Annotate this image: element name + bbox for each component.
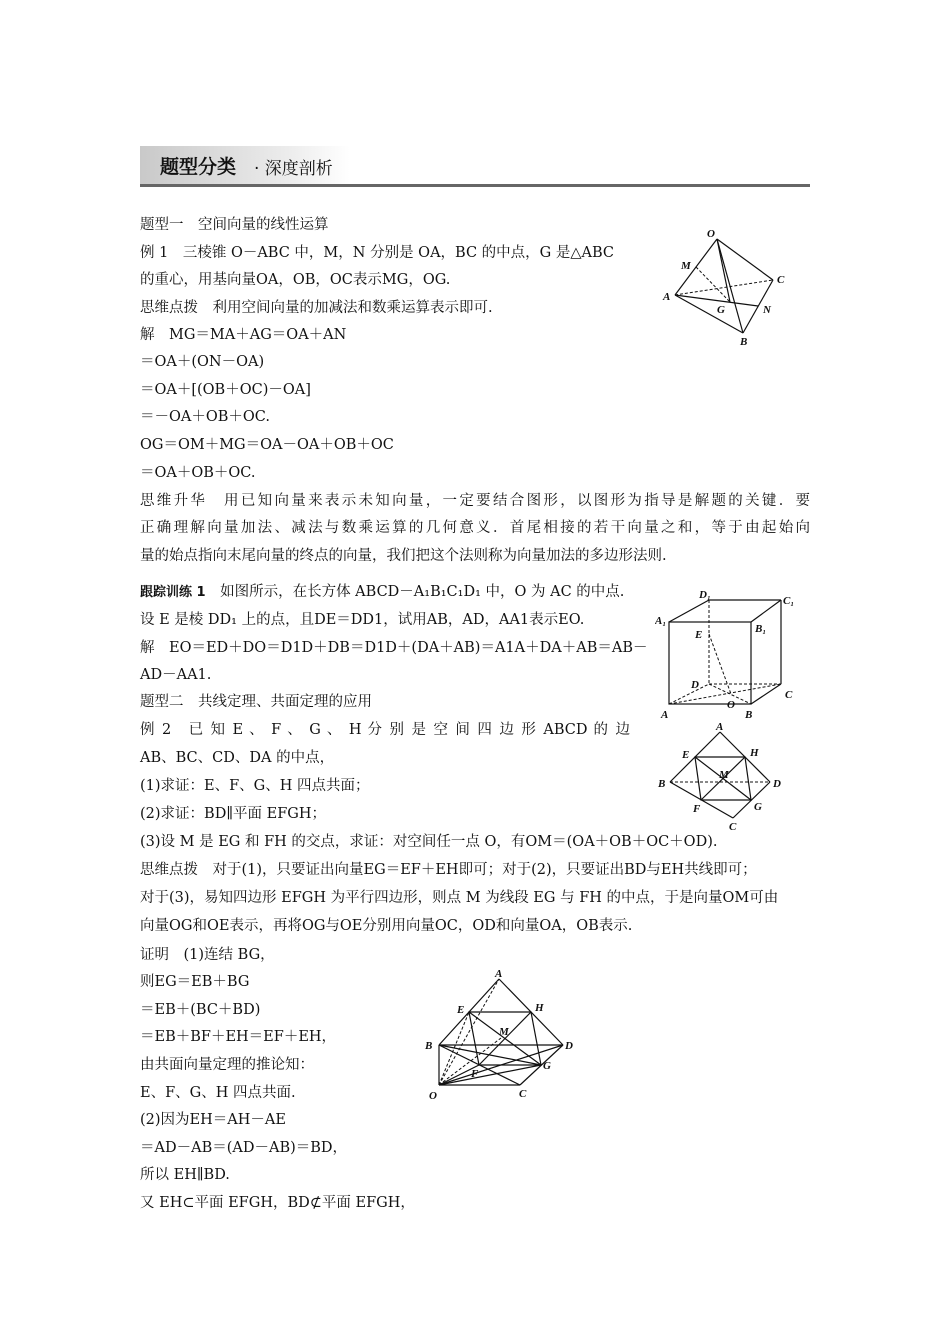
figure-label: C₁ <box>783 595 795 607</box>
text-line: ＝－OA＋OB＋OC. <box>140 409 270 425</box>
figure-label: G <box>754 801 762 813</box>
figure-label: E <box>457 1004 465 1016</box>
figure-label: O <box>707 228 715 240</box>
figure-label: B <box>425 1040 433 1052</box>
text-line: 题型一 空间向量的线性运算 <box>140 217 329 233</box>
text-line: AB、BC、CD、DA 的中点， <box>140 750 335 766</box>
text-line: 对于(3)，易知四边形 EFGH 为平行四边形，则点 M 为线段 EG 与 FH 的中点，于是向量OM可由 <box>140 890 779 906</box>
text-line: 解 EO＝ED＋DO＝D1D＋DB＝D1D＋(DA＋AB)＝A1A＋DA＋AB＝AB－ <box>140 640 648 656</box>
figure-label: A <box>495 968 503 980</box>
section-header <box>140 146 810 186</box>
text-line: 思维升华 用已知向量来表示未知向量，一定要结合图形，以图形为指导是解题的关键．要 <box>140 493 810 509</box>
text-line: ＝OA＋(ON－OA) <box>140 354 265 370</box>
figure-label: H <box>535 1002 544 1014</box>
text-line: 量的始点指向末尾向量的终点的向量，我们把这个法则称为向量加法的多边形法则. <box>140 548 667 564</box>
text-line: (3)设 M 是 EG 和 FH 的交点，求证：对空间任一点 O，有OM＝(OA＋OB＋OC＋OD). <box>140 834 718 850</box>
text-line: 证明 (1)连结 BG， <box>140 947 275 963</box>
figure-label: N <box>763 304 771 316</box>
figure-label: D <box>691 679 699 691</box>
text-line: 的重心，用基向量OA，OB，OC表示MG，OG. <box>140 272 451 288</box>
figure-label: E <box>682 749 690 761</box>
text-line: 向量OG和OE表示，再将OG与OE分别用向量OC，OD和向量OA，OB表示. <box>140 918 633 934</box>
text-line: 所以 EH∥BD. <box>140 1167 230 1183</box>
figure-label: M <box>719 769 729 781</box>
figure-label: A <box>716 721 724 733</box>
figure-label: B <box>745 709 753 721</box>
figure-label: A <box>663 291 671 303</box>
figure-label: B <box>658 778 666 790</box>
figure-label: B <box>740 336 748 348</box>
text-line: ＝AD－AB＝(AD－AB)＝BD， <box>140 1140 348 1156</box>
figure-quadrilateral <box>655 718 795 833</box>
text-line: 例 1 三棱锥 O－ABC 中，M，N 分别是 OA，BC 的中点，G 是△ABC <box>140 245 615 261</box>
header-subtitle: · 深度剖析 <box>254 159 333 179</box>
figure-label: F <box>693 803 701 815</box>
figure-label: E <box>695 629 703 641</box>
text-line: 例 2 已 知 E 、 F 、 G 、 H 分 别 是 空 间 四 边 形 ABCD 的 边 <box>140 722 630 738</box>
text-line: E、F、G、H 四点共面. <box>140 1085 296 1101</box>
header-title: 题型分类 <box>160 156 237 178</box>
text-line: 如图所示，在长方体 ABCD－A₁B₁C₁D₁ 中，O 为 AC 的中点. <box>220 584 625 600</box>
figure-label: B₁ <box>755 623 767 635</box>
figure-label: O <box>429 1090 437 1102</box>
text-line: ＝EB＋(BC＋BD) <box>140 1002 261 1018</box>
figure-label: A₁ <box>655 615 667 627</box>
text-line: ＝OA＋[(OB＋OC)－OA] <box>140 382 311 398</box>
text-line: 题型二 共线定理、共面定理的应用 <box>140 694 372 710</box>
header-rule <box>140 184 810 187</box>
figure-label: M <box>681 260 691 272</box>
figure-label: A <box>661 709 669 721</box>
figure-label: C <box>729 821 737 833</box>
figure-cuboid <box>655 588 805 728</box>
figure-tetrahedron <box>655 225 795 350</box>
text-line: 正确理解向量加法、减法与数乘运算的几何意义．首尾相接的若干向量之和，等于由起始向 <box>140 520 810 536</box>
figure-label: D₁ <box>699 589 711 601</box>
text-line: 由共面向量定理的推论知： <box>140 1057 314 1073</box>
figure-label: G <box>717 304 725 316</box>
figure-label: G <box>543 1060 551 1072</box>
figure-label: F <box>471 1068 479 1080</box>
text-line: AD－AA1. <box>140 667 212 683</box>
figure-label: C <box>785 689 793 701</box>
figure-label: C <box>519 1088 527 1100</box>
text-line: ＝EB＋BF＋EH＝EF＋EH， <box>140 1029 337 1045</box>
text-line: (2)求证：BD∥平面 EFGH； <box>140 806 327 822</box>
track-training-label: 跟踪训练 1 <box>140 585 206 600</box>
figure-quadrilateral-with-o <box>415 965 585 1105</box>
text-line: 则EG＝EB＋BG <box>140 974 250 990</box>
figure-label: D <box>773 778 781 790</box>
text-line: 又 EH⊂平面 EFGH，BD⊄平面 EFGH， <box>140 1195 415 1211</box>
text-line: 解 MG＝MA＋AG＝OA＋AN <box>140 327 347 343</box>
figure-label: C <box>777 274 785 286</box>
text-line: 思维点拨 对于(1)，只要证出向量EG＝EF＋EH即可；对于(2)，只要证出BD与EH共线即可； <box>140 862 757 878</box>
text-line: 思维点拨 利用空间向量的加减法和数乘运算表示即可. <box>140 300 493 316</box>
text-line: OG＝OM＋MG＝OA－OA＋OB＋OC <box>140 437 394 453</box>
figure-label: O <box>727 699 735 711</box>
text-line: (2)因为EH＝AH－AE <box>140 1112 286 1128</box>
track-training-line <box>140 582 624 603</box>
text-line: 设 E 是棱 DD₁ 上的点，且DE＝DD1，试用AB，AD，AA1表示EO. <box>140 612 585 628</box>
text-line: (1)求证：E、F、G、H 四点共面； <box>140 778 370 794</box>
text-line: ＝OA＋OB＋OC. <box>140 465 256 481</box>
figure-label: M <box>499 1026 509 1038</box>
figure-label: D <box>565 1040 573 1052</box>
figure-label: H <box>750 747 759 759</box>
